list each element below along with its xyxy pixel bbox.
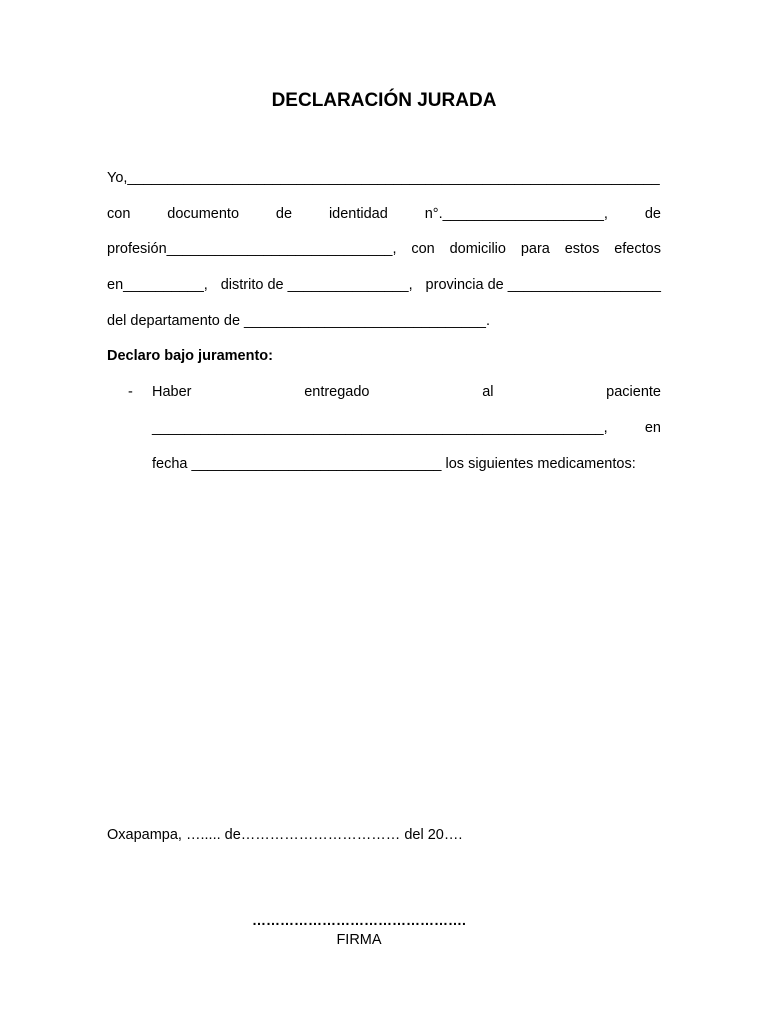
word: Haber (152, 384, 192, 400)
province-blank: provincia de ___________________ (425, 277, 661, 293)
word: estos (564, 241, 600, 257)
department-line: del departamento de ______________________________. (107, 313, 490, 329)
word: documento (167, 206, 240, 222)
patient-line (152, 418, 661, 438)
word: con (411, 241, 435, 257)
word: domicilio (449, 241, 506, 257)
address-line (107, 275, 661, 295)
delivery-line (152, 382, 661, 402)
bullet-dash: - (128, 384, 133, 400)
word: identidad (328, 206, 388, 222)
word: al (482, 384, 494, 400)
address-blank: en__________, (107, 277, 208, 293)
patient-blank: ________________________________________________________, (152, 420, 608, 436)
word: de (275, 206, 293, 222)
word: con (107, 206, 131, 222)
identity-line (107, 204, 661, 224)
profession-line (107, 239, 661, 259)
signature-line: ………………………………………. (252, 912, 466, 928)
oath-heading: Declaro bajo juramento: (107, 348, 273, 364)
word: en (644, 420, 661, 436)
signature-label: FIRMA (336, 932, 382, 948)
district-blank: distrito de _______________, (220, 277, 413, 293)
identity-number-blank: n°.____________________, (424, 206, 608, 222)
date-medications-line: fecha _______________________________ los siguientes medicamentos: (152, 456, 636, 472)
document-title: DECLARACIÓN JURADA (271, 90, 497, 111)
word: entregado (304, 384, 370, 400)
profession-blank: profesión____________________________, (107, 241, 397, 257)
word: paciente (606, 384, 661, 400)
word: efectos (614, 241, 661, 257)
place-date-line: Oxapampa, …..... de…………………………… del 20…. (107, 827, 463, 843)
word: de (644, 206, 661, 222)
word: para (520, 241, 550, 257)
name-line: Yo,__________________________________________________________________ (107, 170, 660, 186)
